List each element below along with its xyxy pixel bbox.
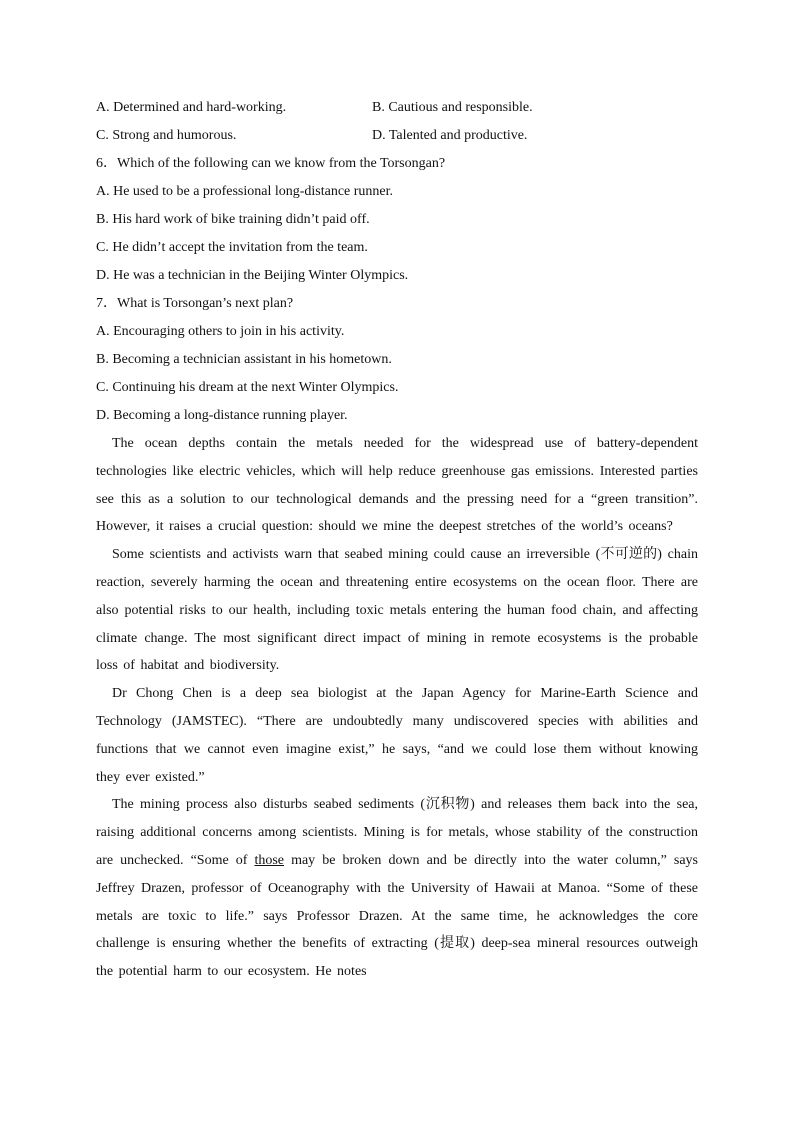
document-page — [96, 94, 698, 986]
q7-option-a: A. Encouraging others to join in his activity. — [96, 324, 345, 339]
q7-option-c: C. Continuing his dream at the next Winter Olympics. — [96, 380, 399, 395]
passage-paragraph-3: Dr Chong Chen is a deep sea biologist at the Japan Agency for Marine-Earth Science and Technology (JAMSTEC). “There are undoubtedly many undiscovered species with abilities and functions that we cannot even imagine exist,” he says, “and we could lose them without knowing they ever existed.” — [96, 686, 698, 785]
q5-option-b: B. Cautious and responsible. — [372, 100, 533, 115]
q5-options-row-2 — [96, 122, 698, 150]
q6-option-a: A. He used to be a professional long-distance runner. — [96, 184, 394, 199]
q5-option-c: C. Strong and humorous. — [96, 128, 237, 143]
underlined-word-those: those — [254, 852, 285, 868]
q6-option-c: C. He didn’t accept the invitation from the team. — [96, 240, 368, 255]
q6-question: 6．Which of the following can we know from the Torsongan? — [96, 156, 446, 171]
paragraph-4-text-after: may be broken down and be directly into the water column,” says Jeffrey Drazen, professor of Oceanography with the University of Hawaii at Manoa. “Some of these metals are toxic to life.” says Professor Drazen. At the same time, he acknowledges the core challenge is ensuring whether the benefits of extracting (提取) deep-sea mineral resources outweigh the potential harm to our ecosystem. He notes — [96, 852, 698, 980]
q6-option-b: B. His hard work of bike training didn’t paid off. — [96, 212, 370, 227]
q5-options-row-1 — [96, 94, 698, 122]
q7-option-b: B. Becoming a technician assistant in his hometown. — [96, 352, 392, 367]
passage-paragraph-2: Some scientists and activists warn that seabed mining could cause an irreversible (不可逆的) chain reaction, severely harming the ocean and threatening entire ecosystems on the ocean floor. There are also potential risks to our health, including toxic metals entering the human food chain, and affecting climate change. The most significant direct impact of mining in remote ecosystems is the probable loss of habitat and biodiversity. — [96, 547, 698, 674]
q6-option-d: D. He was a technician in the Beijing Winter Olympics. — [96, 268, 409, 283]
q7-option-d: D. Becoming a long-distance running player. — [96, 408, 348, 423]
q5-option-a: A. Determined and hard-working. — [96, 100, 287, 115]
q7-question: 7．What is Torsongan’s next plan? — [96, 296, 294, 311]
q5-option-d: D. Talented and productive. — [372, 128, 528, 143]
paragraph-4-text-before: The mining process also disturbs seabed sediments (沉积物) and releases them back into the sea, raising additional concerns among scientists. Mining is for metals, whose stability of the construction are unchecked. “Some of — [96, 797, 698, 868]
passage-paragraph-1: The ocean depths contain the metals needed for the widespread use of battery-dependent technologies like electric vehicles, which will help reduce greenhouse gas emissions. Interested parties see this as a solution to our technological demands and the pressing need for a “green transition”. However, it raises a crucial question: should we mine the deepest stretches of the world’s oceans? — [96, 436, 698, 535]
passage-paragraph-4 — [96, 791, 698, 986]
